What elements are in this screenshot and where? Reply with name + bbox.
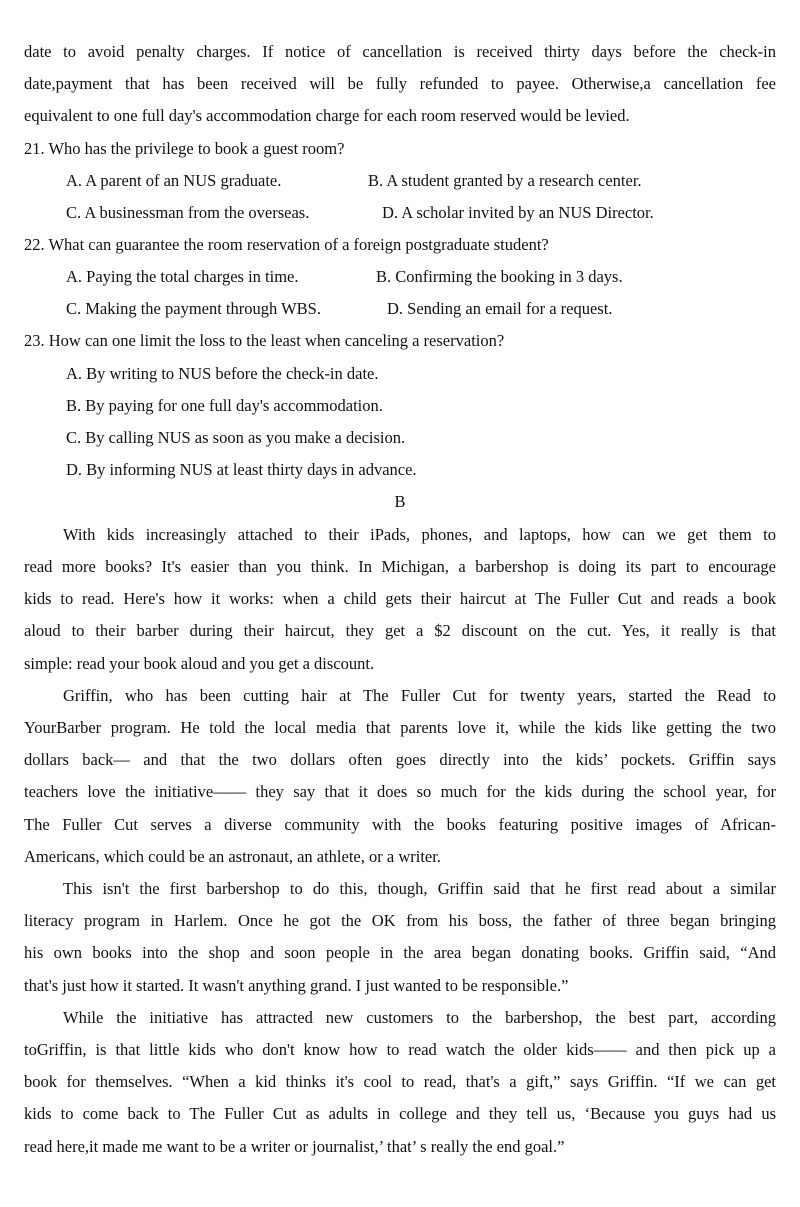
option-a: A. A parent of an NUS graduate.: [66, 171, 282, 190]
section-heading: B: [394, 492, 406, 511]
option-d: D. Sending an email for a request.: [387, 299, 613, 318]
question-stem: 23. How can one limit the loss to the least when canceling a reservation?: [24, 331, 505, 350]
question-stem: 22. What can guarantee the room reservation of a foreign postgraduate student?: [24, 235, 549, 254]
text-line: simple: read your book aloud and you get a discount.: [24, 654, 375, 673]
text-line: toGriffin, is that little kids who don't know how to read watch the older kids—— and then pick up a: [24, 1040, 776, 1059]
option-b: B. A student granted by a research center.: [368, 171, 642, 190]
text-line: book for themselves. “When a kid thinks it's cool to read, that's a gift,” says Griffin. “If we can get: [24, 1072, 776, 1091]
option-d: D. A scholar invited by an NUS Director.: [382, 203, 654, 222]
option-c: C. Making the payment through WBS.: [66, 299, 321, 318]
text-line: With kids increasingly attached to their iPads, phones, and laptops, how can we get them to: [63, 525, 776, 544]
text-line: dollars back— and that the two dollars often goes directly into the kids’ pockets. Griffin says: [24, 750, 776, 769]
text-line: equivalent to one full day's accommodation charge for each room reserved would be levied.: [24, 106, 630, 125]
text-line: kids to read. Here's how it works: when a child gets their haircut at The Fuller Cut and reads a book: [24, 589, 776, 608]
text-line: kids to come back to The Fuller Cut as adults in college and they tell us, ‘Because you guys had us: [24, 1104, 776, 1123]
question-stem: 21. Who has the privilege to book a guest room?: [24, 139, 345, 158]
text-line: his own books into the shop and soon people in the area began donating books. Griffin said, “And: [24, 943, 776, 962]
text-line: The Fuller Cut serves a diverse community with the books featuring positive images of African-: [24, 815, 776, 834]
text-line: read here,it made me want to be a writer or journalist,’ that’ s really the end goal.”: [24, 1137, 565, 1156]
option-a: A. Paying the total charges in time.: [66, 267, 299, 286]
option-d: D. By informing NUS at least thirty days in advance.: [66, 460, 417, 479]
text-line: aloud to their barber during their haircut, they get a $2 discount on the cut. Yes, it really is that: [24, 621, 776, 640]
text-line: teachers love the initiative—— they say that it does so much for the kids during the school year, for: [24, 782, 776, 801]
text-line: date to avoid penalty charges. If notice of cancellation is received thirty days before the check-in: [24, 42, 776, 61]
text-line: read more books? It's easier than you think. In Michigan, a barbershop is doing its part to encourage: [24, 557, 776, 576]
text-line: literacy program in Harlem. Once he got the OK from his boss, the father of three began bringing: [24, 911, 776, 930]
option-a: A. By writing to NUS before the check-in date.: [66, 364, 379, 383]
text-line: that's just how it started. It wasn't anything grand. I just wanted to be responsible.”: [24, 976, 569, 995]
option-c: C. By calling NUS as soon as you make a decision.: [66, 428, 406, 447]
option-b: B. By paying for one full day's accommodation.: [66, 396, 383, 415]
text-line: date,payment that has been received will be fully refunded to payee. Otherwise,a cancellation fee: [24, 74, 776, 93]
text-line: YourBarber program. He told the local media that parents love it, while the kids like getting the two: [24, 718, 776, 737]
option-b: B. Confirming the booking in 3 days.: [376, 267, 623, 286]
text-line: Griffin, who has been cutting hair at The Fuller Cut for twenty years, started the Read to: [63, 686, 776, 705]
text-line: While the initiative has attracted new customers to the barbershop, the best part, according: [63, 1008, 776, 1027]
text-line: Americans, which could be an astronaut, an athlete, or a writer.: [24, 847, 441, 866]
option-c: C. A businessman from the overseas.: [66, 203, 310, 222]
text-line: This isn't the first barbershop to do this, though, Griffin said that he first read about a similar: [63, 879, 776, 898]
